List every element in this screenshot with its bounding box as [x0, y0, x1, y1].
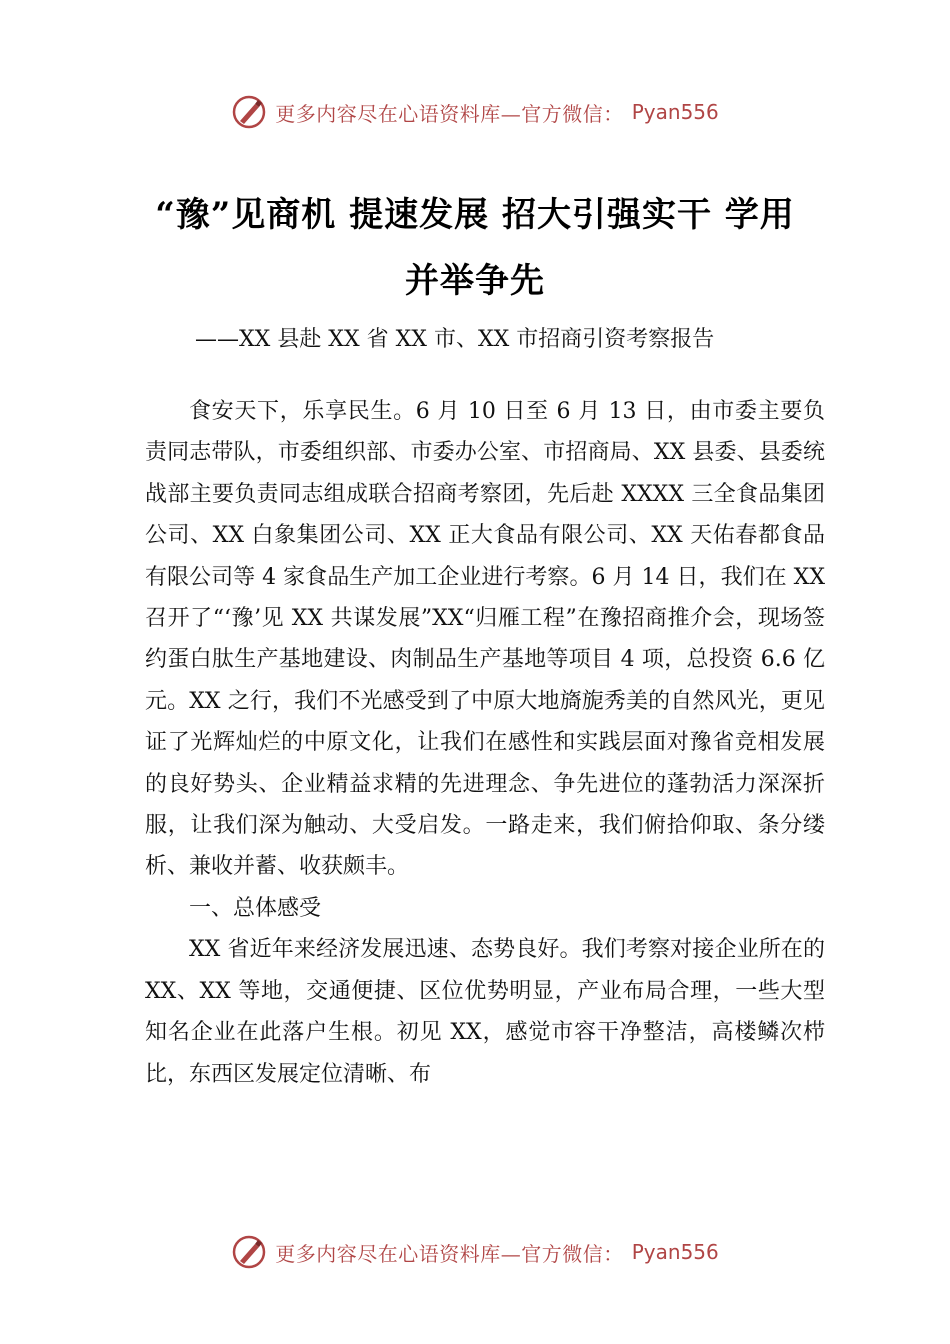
paragraph-overall-impression: XX 省近年来经济发展迅速、态势良好。我们考察对接企业所在的 XX、XX 等地，交通便捷、区位优势明显，产业布局合理，一些大型知名企业在此落户生根。初见 XX，感觉市容干净整洁，高楼鳞次栉比，东西区发展定位清晰、布: [145, 937, 825, 1087]
pen-logo-icon: [231, 1234, 267, 1270]
document-body: [145, 391, 825, 1095]
watermark-wechat-id: Pyan556: [631, 100, 719, 124]
paragraph-intro: 食安天下，乐享民生。6 月 10 日至 6 月 13 日，由市委主要负责同志带队，市委组织部、市委办公室、市招商局、XX 县委、县委统战部主要负责同志组成联合招商考察团，先后赴 XXXX 三全食品集团公司、XX 白象集团公司、XX 正大食品有限公司、XX 天佑春都食品有限公司等 4 家食品生产加工企业进行考察。6 月 14 日，我们在 XX 召开了“‘豫’见 XX 共谋发展”XX“归雁工程”在豫招商推介会，现场签约蛋白肽生产基地建设、肉制品生产基地等项目 4 项，总投资 6.6 亿元。XX 之行，我们不光感受到了中原大地旖旎秀美的自然风光，更见证了光辉灿烂的中原文化，让我们在感性和实践层面对豫省竞相发展的良好势头、企业精益求精的先进理念、争先进位的蓬勃活力深深折服，让我们深为触动、大受启发。一路走来，我们俯拾仰取、条分缕析、兼收并蓄、收获颇丰。: [145, 399, 825, 880]
section-heading-overall-impression: 一、总体感受: [189, 895, 322, 921]
document-title-line-1: “豫”见商机 提速发展 招大引强实干 学用: [155, 195, 795, 235]
footer-watermark: [0, 1232, 950, 1272]
document-subtitle: ——XX 县赴 XX 省 XX 市、XX 市招商引资考察报告: [195, 327, 715, 352]
pen-logo-icon: [231, 94, 267, 130]
header-watermark: [0, 92, 950, 132]
watermark-text: 更多内容尽在心语资料库—官方微信：: [275, 101, 624, 126]
watermark-text: 更多内容尽在心语资料库—官方微信：: [275, 1241, 624, 1266]
document-title-line-2: 并举争先: [405, 261, 545, 301]
watermark-wechat-id: Pyan556: [631, 1240, 719, 1264]
